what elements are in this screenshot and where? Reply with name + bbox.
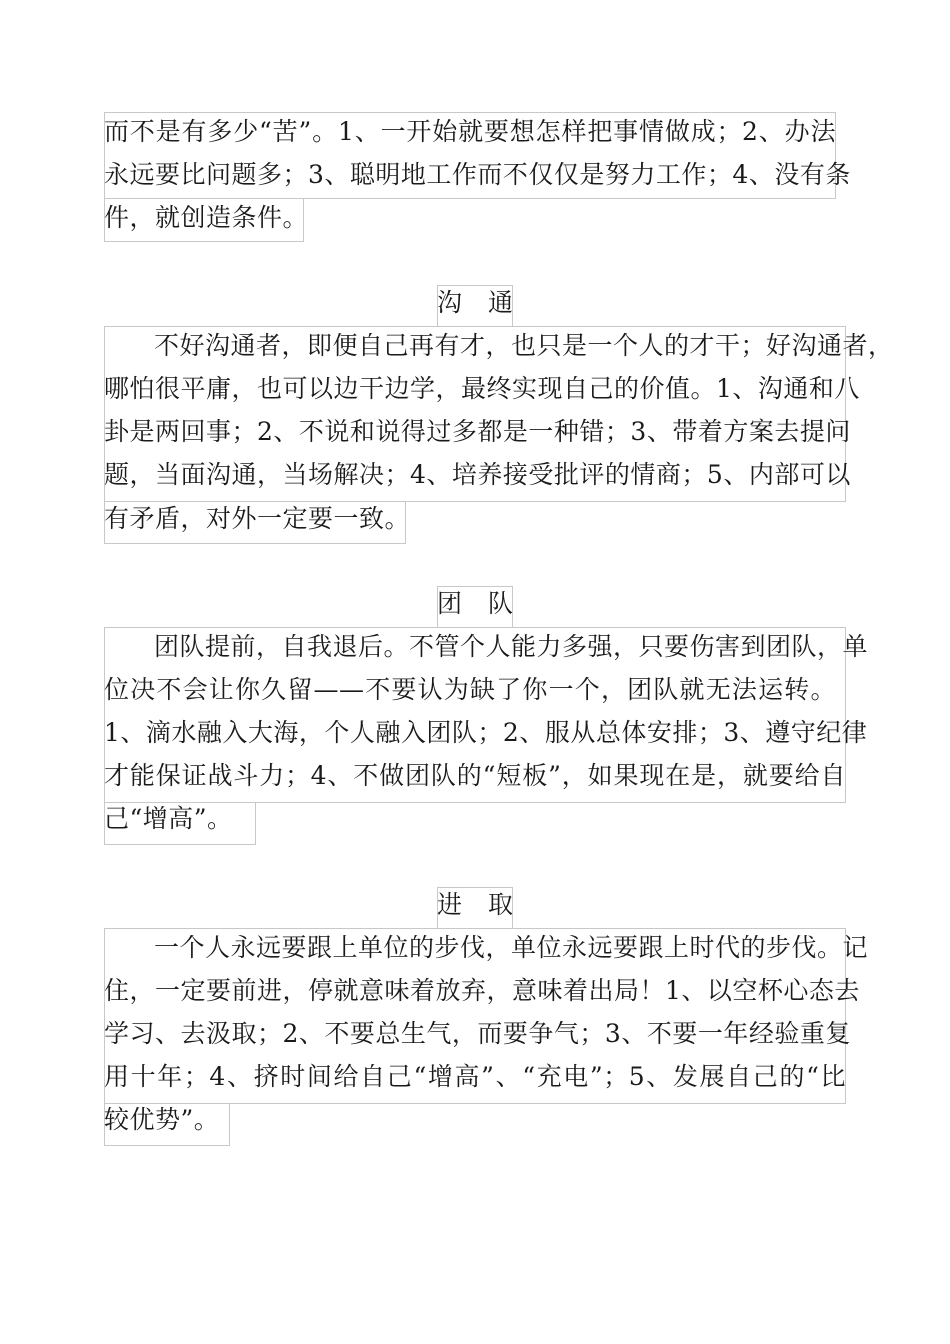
paragraph-line: 不好沟通者，即便自己再有才，也只是一个人的才干；好沟通者，: [154, 331, 894, 360]
paragraph-line: 永远要比问题多；3、聪明地工作而不仅仅是努力工作；4、没有条: [104, 160, 851, 189]
paragraph-line: 较优势”。: [104, 1105, 220, 1134]
paragraph-line: 哪怕很平庸，也可以边干边学，最终实现自己的价值。1、沟通和八: [104, 374, 860, 403]
section-heading: 沟 通: [437, 288, 513, 317]
paragraph-line: 住，一定要前进，停就意味着放弃，意味着出局！1、以空杯心态去: [104, 976, 860, 1005]
paragraph-line: 件，就创造条件。: [104, 203, 309, 232]
paragraph-line: 位决不会让你久留——不要认为缺了你一个，团队就无法运转。: [104, 675, 836, 704]
paragraph-line: 用十年；4、挤时间给自己“增高”、“充电”；5、发展自己的“比: [104, 1062, 846, 1091]
paragraph-line: 团队提前，自我退后。不管个人能力多强，只要伤害到团队，单: [154, 632, 869, 661]
section-heading: 团 队: [437, 589, 513, 618]
paragraph-line: 卦是两回事；2、不说和说得过多都是一种错；3、带着方案去提问: [104, 417, 851, 446]
paragraph-line: 一个人永远要跟上单位的步伐，单位永远要跟上时代的步伐。记: [154, 933, 869, 962]
paragraph-line: 才能保证战斗力；4、不做团队的“短板”，如果现在是，就要给自: [104, 761, 846, 790]
paragraph-line: 而不是有多少“苦”。1、一开始就要想怎样把事情做成；2、办法: [104, 117, 836, 146]
section-heading: 进 取: [437, 890, 513, 919]
paragraph-line: 学习、去汲取；2、不要总生气，而要争气；3、不要一年经验重复: [104, 1019, 851, 1048]
paragraph-line: 1、滴水融入大海，个人融入团队；2、服从总体安排；3、遵守纪律: [104, 718, 868, 747]
paragraph-line: 题，当面沟通，当场解决；4、培养接受批评的情商；5、内部可以: [104, 460, 851, 489]
paragraph-line: 己“增高”。: [104, 804, 233, 833]
paragraph-line: 有矛盾，对外一定要一致。: [104, 504, 411, 533]
